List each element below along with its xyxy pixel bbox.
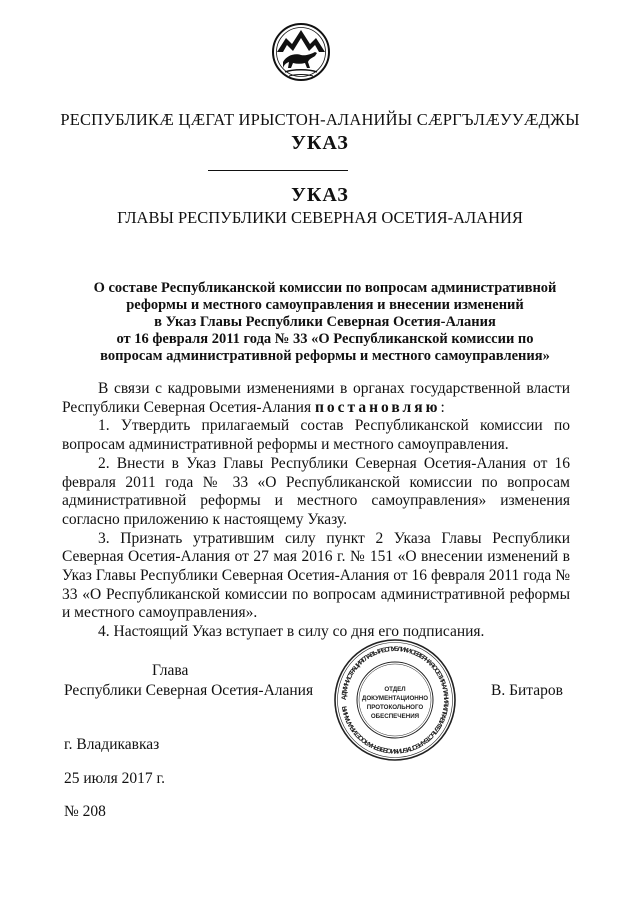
signatory-name: В. Битаров bbox=[491, 682, 563, 699]
seal-center-line: ОБЕСПЕЧЕНИЯ bbox=[370, 713, 420, 720]
title-line: от 16 февраля 2011 года № 33 «О Республиканской комиссии по bbox=[116, 331, 534, 347]
russian-authority-title: ГЛАВЫ РЕСПУБЛИКИ СЕВЕРНАЯ ОСЕТИЯ-АЛАНИЯ bbox=[117, 208, 523, 227]
title-line: вопросам административной реформы и местного самоуправления» bbox=[100, 348, 550, 364]
decree-item: 4. Настоящий Указ вступает в силу со дня его подписания. bbox=[98, 623, 485, 641]
signatory-role-line2: Республики Северная Осетия-Алания bbox=[64, 682, 314, 699]
ossetian-decree-heading: УКАЗ bbox=[291, 132, 349, 154]
decree-number: № 208 bbox=[64, 803, 106, 820]
title-line: О составе Республиканской комиссии по вопросам административной bbox=[93, 280, 557, 296]
issue-city: г. Владикавказ bbox=[64, 736, 160, 753]
seal-center-line: ОТДЕЛ bbox=[384, 686, 406, 693]
signatory-role-line1: Глава bbox=[152, 662, 189, 679]
document-title bbox=[62, 280, 588, 365]
ossetian-authority-title: РЕСПУБЛИКÆ ЦÆГАТ ИРЫСТОН-АЛАНИЙЫ СÆРГЪЛÆУУÆДЖЫ bbox=[60, 110, 580, 129]
preamble-end: : bbox=[440, 398, 445, 416]
decree-item: 3. Признать утратившим силу пункт 2 Указа Главы Республики Северная Осетия-Алания от 27 мая 2016 г. № 151 «О внесении изменений в Указ Главы Республики Северная Осетия-Алания от 16 февраля 2011 года № 33 «О Республиканской комиссии по вопросам административной реформы и местного самоуправления». bbox=[62, 529, 570, 622]
header-divider bbox=[208, 170, 348, 171]
preamble-text: В связи с кадровыми изменениями в органах государственной власти Республики Северная Осетия-Алания bbox=[62, 380, 570, 416]
seal-center-line: ПРОТОКОЛЬНОГО bbox=[366, 704, 424, 711]
official-seal-stamp bbox=[332, 637, 458, 763]
issue-date: 25 июля 2017 г. bbox=[64, 770, 165, 787]
preamble-paragraph bbox=[62, 380, 570, 417]
russian-decree-heading: УКАЗ bbox=[291, 184, 349, 206]
seal-ring-text: АДМИНИСТРАЦИЯ ГЛАВЫ РЕСПУБЛИКИ СЕВЕРНАЯ ОСЕТИЯ-АЛАНИЯ И ПРАВИТЕЛЬСТВА РЕСПУБЛИКИ СЕВЕРНАЯ ОСЕТИЯ-АЛАНИЯ bbox=[340, 645, 450, 755]
seal-center-line: ДОКУМЕНТАЦИОННО bbox=[361, 695, 429, 702]
decree-item: 1. Утвердить прилагаемый состав Республиканской комиссии по вопросам административной реформы и местного самоуправления. bbox=[62, 417, 570, 454]
title-line: реформы и местного самоуправления и внесении изменений bbox=[126, 297, 524, 313]
decree-word: постановляю bbox=[314, 398, 441, 416]
coat-of-arms-snow-leopard-icon bbox=[271, 22, 331, 82]
title-line: в Указ Главы Республики Северная Осетия-Алания bbox=[154, 314, 496, 330]
decree-body bbox=[62, 380, 570, 642]
decree-item: 2. Внести в Указ Главы Республики Северная Осетия-Алания от 16 февраля 2011 года № 33 «О Республиканской комиссии по вопросам административной реформы и местного самоуправления» изменения согласно приложению к настоящему Указу. bbox=[62, 454, 570, 528]
